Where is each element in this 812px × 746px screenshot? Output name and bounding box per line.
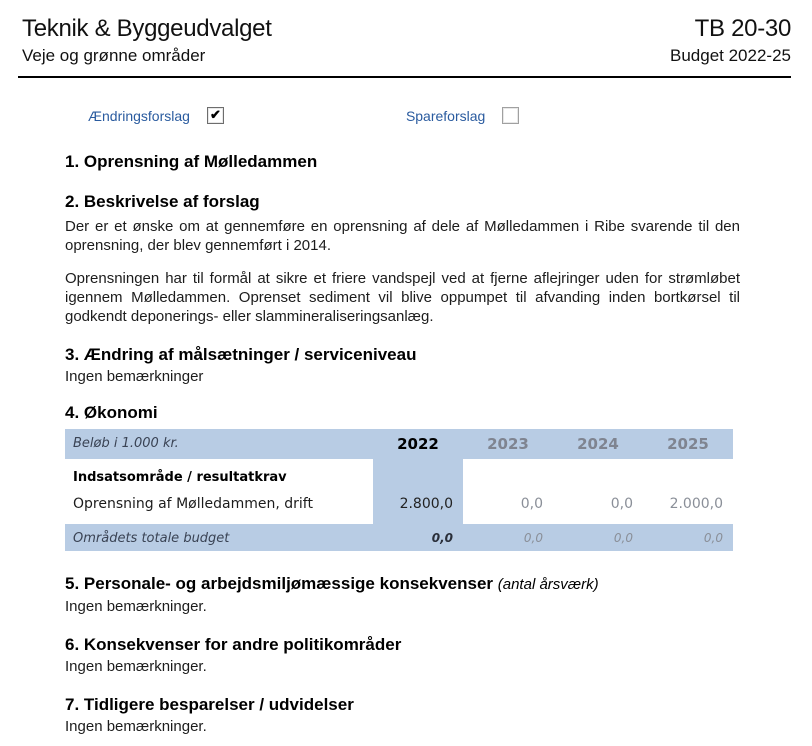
section-2-title: 2. Beskrivelse af forslag [65,192,260,211]
spacer [373,459,453,489]
year-header-2022: 2022 [397,434,439,453]
committee-title: Teknik & Byggeudvalget [22,15,272,42]
total-2025: 0,0 [703,531,723,545]
total-2024: 0,0 [613,531,633,545]
section-2-paragraph-1: Der er et ønske om at gennemføre en oprensning af dele af Mølledammen i Ribe svarende til den oprensning, der blev gennemført i 2014. [65,218,740,254]
budget-row-label: Oprensning af Mølledammen, drift [73,496,313,512]
value-2025: 2.000,0 [669,496,723,512]
section-7-note: Ingen bemærkninger. [65,718,207,735]
economy-table [65,429,733,551]
year-header-2024: 2024 [577,434,619,453]
spacer [643,459,723,489]
value-2024: 0,0 [610,496,633,512]
section-5-note: Ingen bemærkninger. [65,598,207,615]
economy-table-body [65,459,733,524]
section-3-title: 3. Ændring af målsætninger / serviceniveau [65,345,417,364]
section-7-title: 7. Tidligere besparelser / udvidelser [65,695,354,714]
economy-table-total-row [65,525,733,551]
document-body [65,151,740,736]
column-2025 [643,459,733,524]
header-divider [18,76,791,78]
policy-area: Veje og grønne områder [22,46,206,65]
budget-period: Budget 2022-25 [670,46,791,65]
economy-table-header-row [65,429,733,458]
column-2024 [553,459,643,524]
total-2023: 0,0 [523,531,543,545]
section-5-title-suffix: (antal årsværk) [497,576,599,593]
group-header: Indsatsområde / resultatkrav [73,470,287,485]
column-2023 [463,459,553,524]
spacer [553,459,633,489]
change-proposal-label: Ændringsforslag [88,107,190,124]
proposal-code: TB 20-30 [694,15,791,42]
value-2023: 0,0 [520,496,543,512]
year-header-2023: 2023 [487,434,529,453]
total-label: Områdets totale budget [73,530,230,546]
savings-proposal-label: Spareforslag [405,107,486,124]
section-6-note: Ingen bemærkninger. [65,658,207,675]
total-2022: 0,0 [431,531,453,545]
section-5-title-main: 5. Personale- og arbejdsmiljømæssige konsekvenser [65,574,494,593]
document-header [22,14,791,68]
section-6-title: 6. Konsekvenser for andre politikområder [65,635,402,654]
proposal-type-row [88,106,812,125]
change-proposal-checkbox[interactable] [207,107,224,124]
section-1-title: 1. Oprensning af Mølledammen [65,152,318,171]
savings-proposal-checkbox[interactable] [502,107,519,124]
checkmark-icon: ✔ [209,107,221,122]
spacer [463,459,543,489]
section-2-paragraph-2: Oprensningen har til formål at sikre et friere vandspejl ved at fjerne aflejringer uden for strømløbet igennem Mølledammen. Oprenset sediment vil blive oppumpet til afvanding inden bortkørsel til godkendt deponerings- eller slammineraliseringsanlæg. [65,270,740,325]
year-header-2025: 2025 [667,434,709,453]
section-4-title: 4. Økonomi [65,403,158,422]
header-right [670,14,791,68]
value-2022: 2.800,0 [399,496,453,512]
section-5-title [65,573,740,596]
label-column [65,459,373,524]
unit-label: Beløb i 1.000 kr. [73,436,179,451]
header-left [22,14,272,68]
section-3-note: Ingen bemærkninger [65,368,204,385]
column-2022 [373,459,463,524]
